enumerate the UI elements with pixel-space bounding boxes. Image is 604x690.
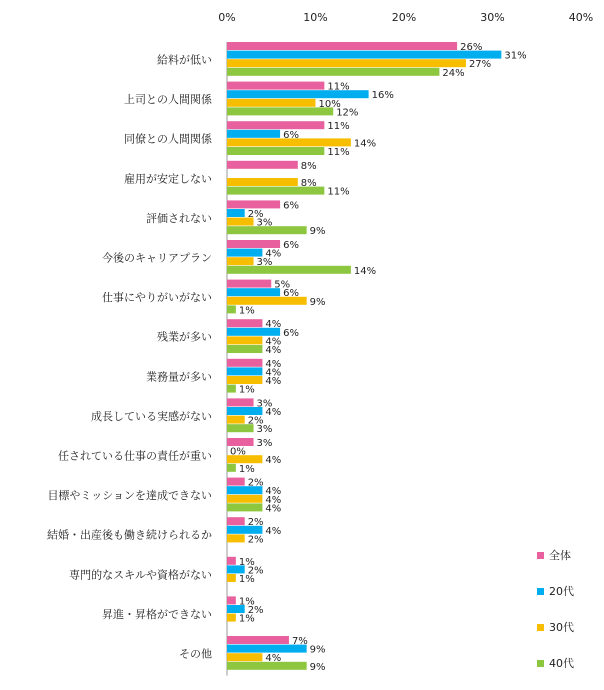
bar [227,288,280,296]
bar [227,107,333,115]
legend-label: 20代 [549,585,574,598]
legend-swatch [537,552,544,559]
data-label: 2% [247,565,264,577]
bar [227,68,439,76]
category-label: 任されている仕事の責任が重い [58,449,212,463]
x-tick-label: 20% [391,11,417,24]
bar [227,614,236,622]
x-axis-ticks [218,11,593,24]
bar [227,42,457,50]
data-label: 14% [353,265,377,277]
data-label: 1% [238,556,255,568]
bar [227,280,271,288]
bar [227,367,262,375]
legend-swatch [537,660,544,667]
category-label: 仕事にやりがいがない [102,291,212,305]
bar [227,416,245,424]
bar [227,305,236,313]
bar [227,178,298,186]
data-label: 1% [238,574,255,585]
legend-label: 40代 [549,657,574,670]
bar [227,398,254,406]
bar [227,319,262,327]
data-label: 4% [265,407,282,418]
data-label: 3% [256,217,273,229]
data-label: 6% [283,327,299,339]
data-label: 4% [265,345,282,356]
bar [227,82,324,90]
data-label: 4% [265,503,282,515]
bar [227,534,245,542]
legend [537,548,574,670]
bar [227,147,324,155]
bar [227,249,262,257]
data-label: 12% [336,107,359,119]
data-label: 3% [256,424,273,436]
bar [227,59,466,67]
category-label: 上司との人間関係 [124,93,212,107]
category-label: 業務量が多い [146,370,212,384]
bar [227,336,262,344]
data-label: 3% [256,398,273,410]
data-label: 6% [283,200,299,212]
bar [227,121,324,129]
legend-label: 全体 [549,549,571,562]
data-label: 6% [283,288,299,300]
data-label: 2% [247,605,264,616]
data-label: 2% [247,415,264,427]
bar [227,557,236,565]
x-tick-label: 0% [218,11,236,24]
data-label: 5% [274,279,291,291]
bar [227,376,262,384]
data-label: 6% [283,240,299,251]
data-label: 4% [265,486,282,498]
data-label: 3% [256,257,273,269]
category-label: 給料が低い [157,53,212,67]
data-label: 9% [309,296,326,308]
data-label: 4% [265,367,282,379]
bar [227,161,298,169]
bar [227,478,245,486]
data-label: 2% [247,209,264,220]
data-label: 2% [247,477,264,489]
bar [227,209,245,217]
bar [227,266,351,274]
data-label: 2% [247,534,264,546]
data-label: 10% [318,98,341,110]
bar [227,495,262,503]
legend-label: 30代 [549,621,574,634]
data-label: 26% [460,42,483,53]
bar [227,359,262,367]
data-label: 27% [468,59,492,71]
data-label: 9% [309,226,326,238]
category-label: 評価されない [146,211,212,225]
data-label: 4% [265,376,282,387]
data-label: 11% [327,121,350,133]
data-label: 14% [353,138,377,150]
legend-swatch [537,588,544,595]
data-label: 31% [504,50,527,62]
data-label: 4% [265,653,282,665]
category-label: 昇進・昇格ができない [102,607,212,621]
category-label: 成長している実感がない [91,409,212,423]
data-label: 3% [256,438,273,449]
data-label: 4% [265,336,282,348]
data-label: 4% [265,455,282,467]
category-labels [47,53,213,661]
data-label: 1% [238,613,255,625]
bar [227,596,236,604]
bar [227,130,280,138]
bar [227,517,245,525]
data-label: 1% [238,596,255,608]
data-label: 11% [327,81,350,93]
data-label: 1% [238,463,255,475]
x-tick-label: 40% [568,11,594,24]
bar [227,99,316,107]
data-label: 11% [327,147,350,158]
bar [227,257,254,265]
data-label: 4% [265,494,282,506]
data-label: 11% [327,186,350,198]
x-tick-label: 10% [303,11,328,24]
bar [227,385,236,393]
bar [227,438,254,446]
bar [227,653,262,661]
bar [227,345,262,353]
data-label: 8% [300,178,317,189]
category-label: 結婚・出産後も働き続けられるか [47,528,212,542]
data-label: 4% [265,248,282,260]
category-label: 専門的なスキルや資格がない [69,568,212,582]
data-label: 9% [309,661,326,673]
data-label: 1% [238,384,255,396]
data-label: 0% [230,446,246,458]
bar [227,240,280,248]
x-tick-label: 30% [480,11,505,24]
data-label: 8% [300,160,317,172]
bar [227,636,289,644]
data-label: 24% [442,67,465,79]
category-label: 雇用が安定しない [124,172,212,186]
bar [227,200,280,208]
category-label: 今後のキャリアプラン [102,251,212,265]
data-label: 9% [309,644,326,656]
data-label: 4% [265,525,282,537]
data-label: 4% [265,358,282,370]
category-label: その他 [179,647,212,661]
data-label: 1% [238,305,255,317]
data-label: 16% [371,90,394,102]
data-label: 6% [283,129,299,141]
data-label: 7% [291,636,308,647]
category-label: 目標やミッションを達成できない [47,489,212,503]
category-label: 同僚との人間関係 [124,132,212,146]
bar [227,464,236,472]
data-label: 4% [265,319,282,331]
category-label: 残業が多い [157,330,212,344]
legend-swatch [537,624,544,631]
data-label: 2% [247,517,264,529]
bar [227,574,236,582]
bar [227,503,262,511]
